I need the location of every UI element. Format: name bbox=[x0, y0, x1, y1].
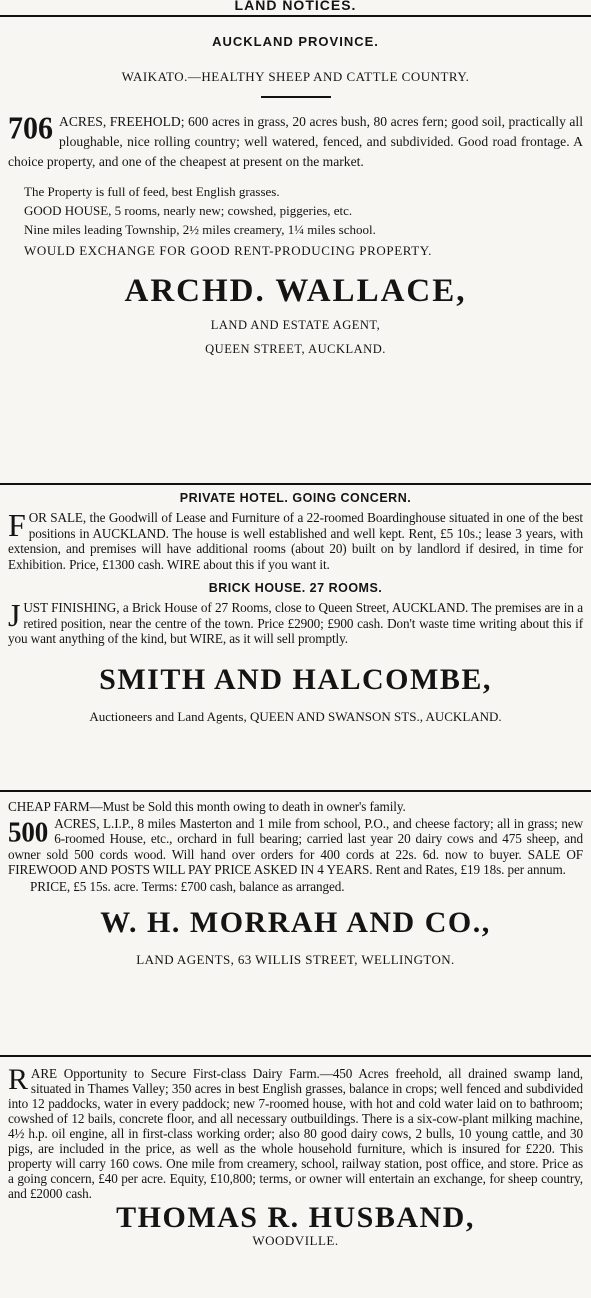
ad3-lead: CHEAP FARM—Must be Sold this month owing to death in owner's family. bbox=[8, 799, 406, 814]
ad1-body bbox=[0, 112, 591, 172]
ad1-short-rule bbox=[261, 96, 331, 98]
ad1-acre-number: 706 bbox=[8, 111, 53, 146]
ad4-body-text: ARE Opportunity to Secure First-class Dairy Farm.—450 Acres freehold, all drained swamp land, situated in Thames Valley; 350 acres in best English grasses, balance in crops; well fenced and subdivided into 12 paddocks, water in every paddock; new 7-roomed house, with hot and cold water laid on to bathroom; cowshed of 12 bails, concrete floor, and all necessary outbuildings. There is a six-cow-plant milking machine, 4½ h.p. oil engine, all in first-class working order; also 80 good dairy cows, 2 bulls, 10 young cattle, and 30 pigs, are included in the price, as well as the whole household furniture, which is insured for £220. This property will carry 160 cows. One mile from creamery, school, railway station, post office, and store. Price as a going concern, £40 per acre. Equity, £10,800; terms, or owner will entertain an exchange, for sheep country, and £2000 cash. bbox=[8, 1066, 583, 1201]
ad3-price: PRICE, £5 15s. acre. Terms: £700 cash, balance as arranged. bbox=[30, 878, 345, 894]
ad-divider bbox=[0, 790, 591, 792]
header-rule bbox=[0, 15, 591, 17]
ad4-agent-line: WOODVILLE. bbox=[252, 1233, 339, 1248]
ad-archd-wallace bbox=[0, 34, 591, 483]
ad3-agent-line: LAND AGENTS, 63 WILLIS STREET, WELLINGTON. bbox=[136, 952, 455, 967]
ad1-agent-address: QUEEN STREET, AUCKLAND. bbox=[205, 342, 386, 356]
ad4-body bbox=[0, 1063, 591, 1201]
ad3-body-text: ACRES, L.I.P., 8 miles Masterton and 1 mile from school, P.O., and cheese factory; all in grass; new 6-roomed House, etc., orchard in full bearing; carried last year 20 dairy cows and 475 sheep, and owner sold 500 cords wood. Will hand over orders for 400 cords at 22s. 6d. now to buyer. SALE OF FIREWOOD AND POSTS WILL PAY PRICE ASKED IN 4 YEARS. Rent and Rates, £19 18s. per annum. bbox=[8, 815, 583, 877]
ad-divider bbox=[0, 483, 591, 485]
ad4-drop-cap: R bbox=[8, 1063, 28, 1096]
ad2-body-brick-text: UST FINISHING, a Brick House of 27 Rooms, close to Queen Street, AUCKLAND. The premises are in a retired position, near the centre of the town. Price £2900; £900 cash. Don't waste time writing about this if you want anything of the kind, but WIRE, as it will sell promptly. bbox=[8, 600, 583, 646]
ad2-agent-line: Auctioneers and Land Agents, QUEEN AND SWANSON STS., AUCKLAND. bbox=[89, 708, 502, 724]
ad-husband bbox=[0, 1063, 591, 1296]
ad2-title-hotel: PRIVATE HOTEL. GOING CONCERN. bbox=[179, 491, 412, 505]
ad1-feature: The Property is full of feed, best English grasses. bbox=[24, 184, 280, 199]
ad1-feature: Nine miles leading Township, 2½ miles creamery, 1¼ miles school. bbox=[24, 222, 376, 237]
ad1-subtitle: WAIKATO.—HEALTHY SHEEP AND CATTLE COUNTRY. bbox=[121, 69, 470, 84]
ad1-agent-title: LAND AND ESTATE AGENT, bbox=[210, 318, 381, 332]
ad-divider bbox=[0, 1055, 591, 1057]
ad4-agent-name: THOMAS R. HUSBAND, bbox=[116, 1201, 475, 1234]
ad1-body-text: ACRES, FREEHOLD; 600 acres in grass, 20 acres bush, 80 acres fern; good soil, practically all ploughable, nice rolling country; well watered, fenced, and subdivided. Good road frontage. A choice property, and one of the cheapest at present on the market. bbox=[8, 114, 583, 169]
ad2-body-brick bbox=[0, 597, 591, 647]
ad-morrah bbox=[0, 799, 591, 1055]
ad1-agent-name: ARCHD. WALLACE, bbox=[124, 273, 467, 309]
ad-smith-halcombe bbox=[0, 491, 591, 790]
ad2-body-hotel-text: OR SALE, the Goodwill of Lease and Furniture of a 22-roomed Boardinghouse situated in one of the best positions in AUCKLAND. The house is well established and well kept. Rent, £5 10s.; lease 3 years, with extension, and premises will have additional rooms (about 20) built on by landlord if desired, in time for Exhibition. Price, £1300 cash. WIRE about this if you want it. bbox=[8, 510, 583, 572]
ad2-title-brick: BRICK HOUSE. 27 ROOMS. bbox=[208, 581, 383, 595]
section-header: LAND NOTICES. bbox=[234, 0, 357, 13]
ad2-agent-name: SMITH AND HALCOMBE, bbox=[99, 662, 492, 696]
ad3-body bbox=[0, 816, 591, 878]
ad2-drop-cap: J bbox=[8, 597, 21, 633]
ad3-agent-name: W. H. MORRAH AND CO., bbox=[100, 906, 491, 939]
ad2-drop-cap: F bbox=[8, 507, 26, 543]
ad3-acre-number: 500 bbox=[8, 815, 49, 848]
ad2-body-hotel bbox=[0, 507, 591, 572]
province-heading: AUCKLAND PROVINCE. bbox=[212, 34, 379, 49]
ad1-exchange: WOULD EXCHANGE FOR GOOD RENT-PRODUCING PROPERTY. bbox=[24, 243, 432, 258]
ad1-feature: GOOD HOUSE, 5 rooms, nearly new; cowshed, piggeries, etc. bbox=[24, 203, 353, 218]
